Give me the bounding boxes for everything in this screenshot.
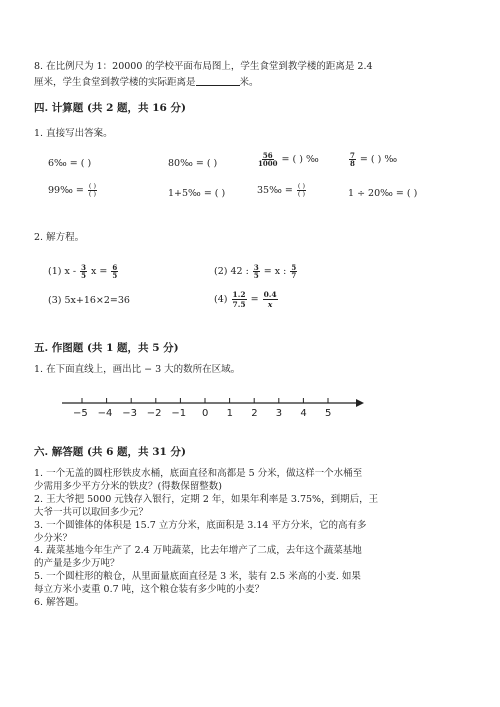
section-6-line: 每立方米小麦重 0.7 吨，这个粮仓装有多少吨的小麦？ — [34, 584, 265, 596]
equation-3: (3) 5x+16×2=36 — [48, 295, 130, 306]
section-6-line: 的产量是多少万吨？ — [34, 558, 120, 570]
section-6-line: 1. 一个无盖的圆柱形铁皮水桶，底面直径和高都是 5 分米，做这样一个水桶至 — [34, 468, 363, 479]
section-6-line: 2. 王大爷把 5000 元钱存入银行，定期 2 年，如果年利率是 3.75%，到期后，王 — [34, 493, 379, 505]
calc-4 — [348, 152, 397, 167]
answer-blank[interactable] — [196, 75, 240, 86]
number-line-tick-label: −5 — [73, 408, 88, 419]
fraction — [88, 183, 97, 198]
section-5-q1: 1. 在下面直线上，画出比 − 3 大的数所在区域。 — [34, 364, 241, 375]
fraction-denominator: 5 — [81, 271, 86, 280]
calc-2: 80‰ = ( ) — [168, 158, 218, 169]
fraction-numerator: ( ) — [297, 182, 305, 190]
equation-4-pre: (4) — [214, 294, 228, 305]
fraction — [297, 183, 306, 198]
fraction-denominator: 7.5 — [232, 300, 246, 309]
fraction-denominator: ( ) — [88, 190, 96, 198]
equation-2 — [214, 264, 298, 279]
calc-5-text: 99‰ = — [48, 185, 84, 196]
number-line-tick-label: 1 — [226, 408, 233, 419]
question-8-line-1: 8. 在比例尺为 1：20000 的学校平面布局图上，学生食堂到教学楼的距离是 2.4 — [34, 61, 373, 72]
number-line-tick-label: −4 — [97, 408, 113, 419]
fraction-numerator: 6 — [112, 263, 118, 272]
fraction — [290, 264, 297, 279]
calc-3 — [257, 152, 319, 167]
calc-4-tail: = ( ) ‰ — [359, 154, 398, 165]
section-5-title: 五. 作图题 (共 1 题，共 5 分) — [34, 342, 179, 354]
section-6-title: 六. 解答题 (共 6 题，共 31 分) — [34, 446, 186, 458]
fraction — [232, 290, 247, 309]
section-4-title: 四. 计算题 (共 2 题，共 16 分) — [34, 102, 186, 114]
section-6-line: 少分米？ — [34, 532, 73, 544]
fraction-numerator: 56 — [262, 151, 273, 160]
calc-6: 1+5‰ = ( ) — [168, 188, 226, 199]
fraction — [253, 264, 260, 279]
fraction-denominator: x — [267, 300, 273, 309]
arrow-right-icon — [356, 399, 364, 407]
fraction-numerator: 7 — [350, 151, 355, 160]
fraction-numerator: 5 — [291, 263, 297, 272]
number-line-tick-label: 2 — [251, 408, 258, 419]
section-6-line: 4. 蔬菜基地今年生产了 2.4 万吨蔬菜，比去年增产了二成，去年这个蔬菜基地 — [34, 545, 362, 557]
number-line-tick-label: −3 — [122, 408, 137, 419]
section-6-line: 3. 一个圆锥体的体积是 15.7 立方分米，底面积是 3.14 平方分米，它的高有多 — [34, 519, 367, 531]
section-6-line: 5. 一个圆柱形的粮仓，从里面量底面直径是 3 米，装有 2.5 米高的小麦. 如果 — [34, 571, 361, 583]
number-line-tick-label: 3 — [275, 408, 283, 419]
fraction-numerator: ( ) — [88, 182, 96, 190]
number-line-tick-label: 4 — [300, 408, 307, 419]
fraction — [349, 152, 356, 167]
section-4-q2: 2. 解方程。 — [34, 232, 85, 243]
calc-7 — [257, 183, 307, 198]
calc-3-tail: = ( ) ‰ — [281, 154, 319, 165]
section-6-line: 6. 解答题。 — [34, 597, 85, 608]
equation-4 — [214, 290, 279, 309]
number-line-tick-label: 0 — [202, 408, 209, 419]
fraction — [80, 264, 87, 279]
number-line-tick-label: −2 — [146, 408, 162, 419]
equals-sign: = — [250, 294, 259, 305]
fraction-denominator: 8 — [350, 159, 355, 168]
fraction — [263, 290, 278, 309]
section-6-line: 少需用多少平方分米的铁皮？(得数保留整数) — [34, 480, 222, 492]
fraction-numerator: 3 — [253, 263, 259, 272]
section-6-line: 大爷一共可以取回多少元？ — [34, 506, 149, 518]
calc-8: 1 ÷ 20‰ = ( ) — [348, 188, 418, 199]
equation-1 — [48, 264, 119, 279]
fraction-numerator: 0.4 — [263, 290, 277, 299]
question-8-line-2 — [34, 75, 259, 90]
equation-1-pre: (1) x - — [48, 266, 77, 277]
fraction-denominator: 1000 — [258, 159, 278, 168]
number-line-tick-label: 5 — [325, 408, 332, 419]
fraction — [111, 264, 118, 279]
fraction-denominator: 5 — [253, 271, 259, 280]
number-line-tick-label: −1 — [171, 408, 187, 419]
equation-2-pre: (2) 42 : — [214, 266, 249, 277]
calc-5 — [48, 183, 98, 198]
fraction-denominator: ( ) — [297, 190, 305, 198]
fraction-numerator: 1.2 — [232, 290, 246, 299]
equation-1-mid: x = — [91, 266, 108, 277]
question-8-text: 厘米，学生食堂到教学楼的实际距离是 — [34, 77, 196, 88]
fraction-numerator: 3 — [81, 263, 86, 272]
question-8-unit: 米。 — [239, 77, 259, 88]
fraction — [258, 152, 277, 167]
equation-2-mid: = x : — [263, 266, 287, 277]
fraction-denominator: 5 — [112, 271, 118, 280]
calc-1: 6‰ = ( ) — [48, 158, 92, 169]
section-4-q1: 1. 直接写出答案。 — [34, 128, 113, 139]
calc-7-text: 35‰ = — [257, 185, 293, 196]
fraction-denominator: 7 — [291, 271, 297, 280]
